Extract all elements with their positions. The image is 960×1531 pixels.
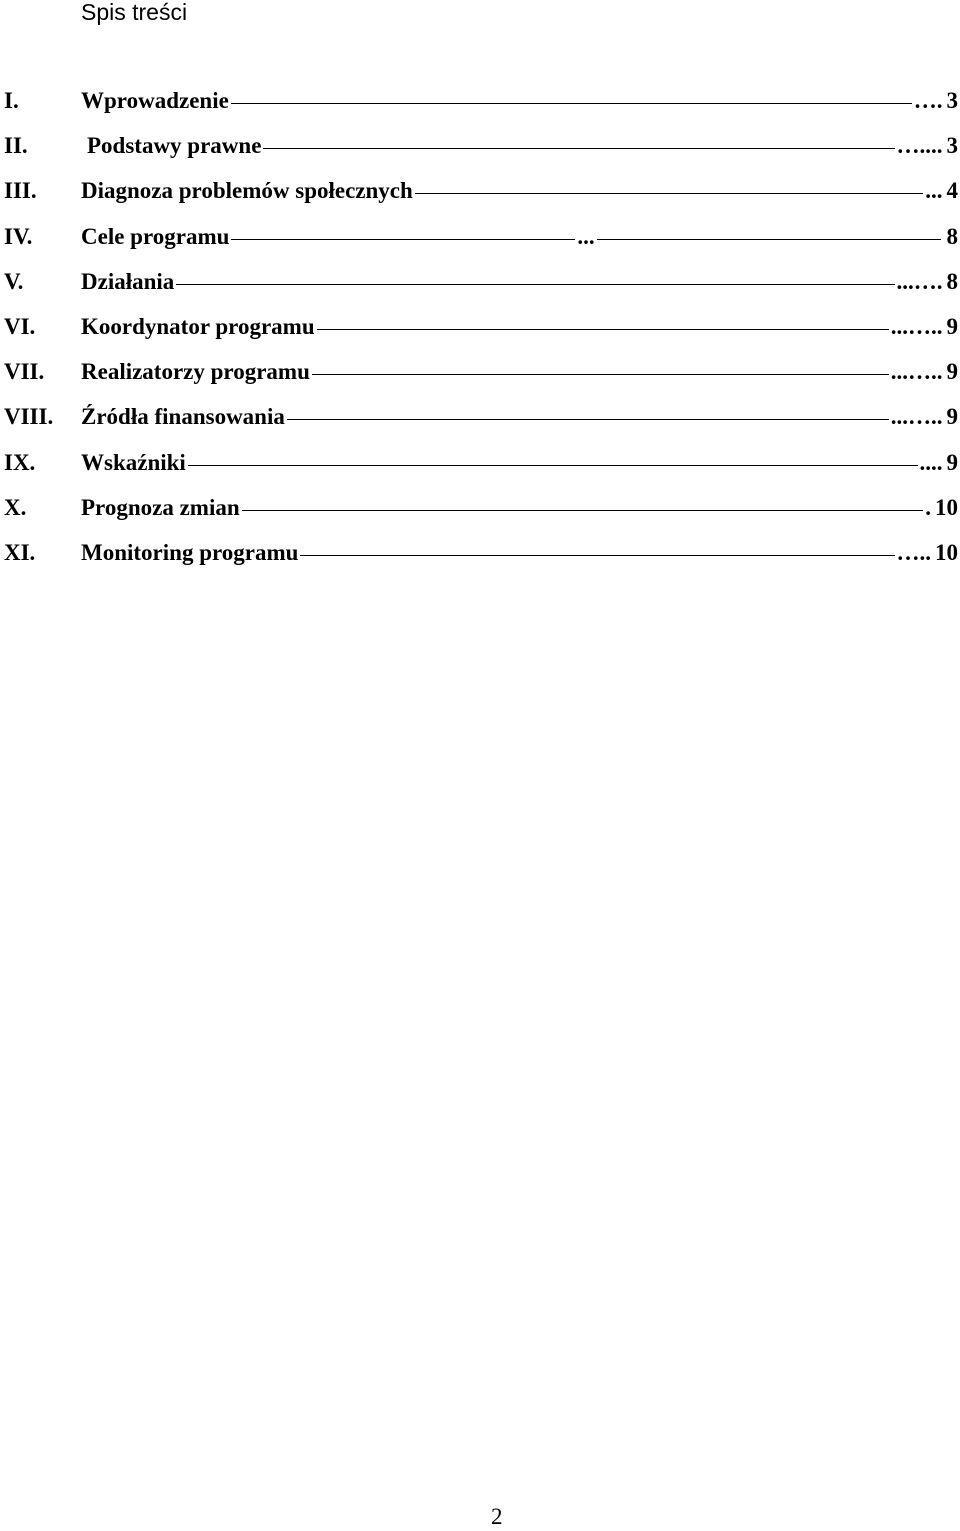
toc-leader: .	[240, 493, 931, 523]
toc-entry[interactable]	[4, 448, 958, 493]
toc-entry-number: I.	[4, 88, 19, 113]
toc-entry[interactable]	[4, 538, 958, 583]
toc-entry-title: Diagnoza problemów społecznych	[81, 178, 413, 204]
toc-entry[interactable]	[4, 86, 958, 131]
toc-leader: ...	[413, 176, 943, 206]
toc-entry-title: Cele programu	[81, 223, 230, 249]
toc-entry[interactable]	[4, 176, 958, 221]
toc-entry-title: Prognoza zmian	[81, 494, 240, 520]
toc-leader: ....	[186, 448, 943, 478]
toc-entry-page: 3	[946, 133, 958, 159]
toc-entry-title: Wskaźniki	[81, 449, 186, 475]
toc-entry-title: Wprowadzenie	[81, 88, 229, 113]
toc-entry-number: III.	[4, 178, 37, 204]
toc-entry-title: Podstawy prawne	[87, 133, 262, 159]
toc-leader: …..	[298, 538, 931, 568]
toc-entry[interactable]	[4, 131, 958, 176]
toc-entry-title: Monitoring programu	[81, 539, 299, 565]
toc-heading: Spis treści	[81, 0, 188, 25]
toc-entry-number: V.	[4, 268, 24, 294]
page-number: 2	[491, 1504, 503, 1529]
toc-leader: ...…..	[285, 402, 943, 432]
toc-entry-page: 3	[946, 88, 958, 113]
toc-entry-page: 9	[946, 359, 958, 385]
toc-leader: …....	[261, 131, 942, 161]
toc-entry[interactable]	[4, 222, 958, 267]
table-of-contents	[4, 86, 958, 583]
toc-entry-title: Realizatorzy programu	[81, 359, 310, 385]
toc-entry-number: IV.	[4, 223, 33, 249]
toc-entry-page: 9	[946, 449, 958, 475]
toc-leader: ...	[229, 222, 942, 252]
toc-entry[interactable]	[4, 312, 958, 357]
toc-entry-page: 9	[946, 404, 958, 430]
toc-entry-page: 9	[946, 313, 958, 339]
toc-entry-page: 10	[935, 494, 958, 520]
toc-leader: ….	[229, 86, 943, 116]
toc-entry-page: 8	[946, 223, 958, 249]
toc-entry[interactable]	[4, 493, 958, 538]
toc-entry-number: IX.	[4, 449, 36, 475]
toc-leader: ...…..	[310, 357, 943, 387]
toc-entry[interactable]	[4, 267, 958, 312]
toc-entry-number: VIII.	[4, 404, 54, 430]
toc-entry-number: II.	[4, 133, 28, 159]
toc-entry-number: X.	[4, 494, 27, 520]
toc-entry-number: XI.	[4, 539, 36, 565]
toc-leader: ...….	[174, 267, 942, 297]
toc-entry-page: 8	[946, 268, 958, 294]
toc-entry-title: Źródła finansowania	[81, 404, 285, 430]
toc-leader: ...…..	[315, 312, 943, 342]
toc-entry[interactable]	[4, 357, 958, 402]
toc-entry-page: 4	[946, 178, 958, 204]
toc-entry-number: VI.	[4, 313, 36, 339]
toc-entry-title: Koordynator programu	[81, 313, 315, 339]
toc-entry[interactable]	[4, 402, 958, 447]
toc-entry-title: Działania	[81, 268, 175, 294]
toc-entry-number: VII.	[4, 359, 45, 385]
toc-entry-page: 10	[935, 539, 958, 565]
